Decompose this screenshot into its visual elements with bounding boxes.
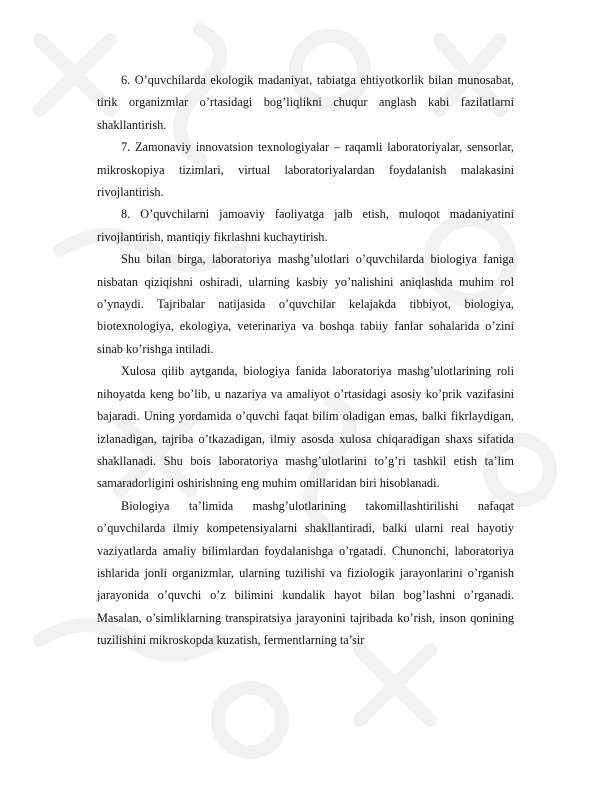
paragraph-improvement: Biologiya ta’limida mashg’ulotlarining takomillashtirilishi nafaqat o’quvchilarda ilmiy kompetensiyalarni shakllantiradi, balki ularni real hayotiy vaziyatlarda amaliy bilimlardan foydalanishga o’rgatadi. Chunonchi, laboratoriya ishlarida jonli organizmlar, ularning tuzilishi va fiziologik jarayonlarini o’rganish jarayonida o’quvchi o’z bilimini kundalik hayot bilan bog’lashni o’rganadi. Masalan, o’simliklarning transpiratsiya jarayonini tajribada ko’rish, inson qonining tuzilishini mikroskopda kuzatish, fermentlarning ta’sir	[97, 498, 514, 648]
paragraph-item-6: 6. O’quvchilarda ekologik madaniyat, tabiatga ehtiyotkorlik bilan munosabat, tirik organizmlar o’rtasidagi bog’liqlikni chuqur anglash kabi fazilatlarni shakllantirish.	[97, 73, 514, 132]
paragraph-item-7: 7. Zamonaviy innovatsion texnologiyalar – raqamli laboratoriyalar, sensorlar, mikroskopiya tizimlari, virtual laboratoriyalardan foydalanish malakasini rivojlantirish.	[97, 140, 514, 200]
paragraph-interest: Shu bilan birga, laboratoriya mashg’ulotlari o’quvchilarda biologiya faniga nisbatan qiziqishni oshiradi, ularning kasbiy yo’nalishini aniqlashda muhim rol o’ynaydi. Tajribalar natijasida o’quvchilar kelajakda tibbiyot, biologiya, biotexnologiya, ekologiya, veterinariya va boshqa tabiiy fanlar sohalarida o’zini sinab ko’rishga intiladi.	[97, 252, 514, 356]
paragraph-item-8: 8. O’quvchilarni jamoaviy faoliyatga jalb etish, muloqot madaniyatini rivojlantirish, mantiqiy fikrlashni kuchaytirish.	[97, 207, 514, 244]
document-body	[97, 69, 514, 652]
paragraph-conclusion: Xulosa qilib aytganda, biologiya fanida laboratoriya mashg’ulotlarining roli nihoyatda keng bo’lib, u nazariya va amaliyot o’rtasidagi asosiy ko’prik vazifasini bajaradi. Uning yordamida o’quvchi faqat bilim oladigan emas, balki fikrlaydigan, izlanadigan, tajriba o’tkazadigan, ilmiy asosda xulosa chiqaradigan shaxs sifatida shakllanadi. Shu bois laboratoriya mashg’ulotlarini to’g’ri tashkil etish ta’lim samaradorligini oshirishning eng muhim omillaridan biri hisoblanadi.	[97, 364, 514, 491]
